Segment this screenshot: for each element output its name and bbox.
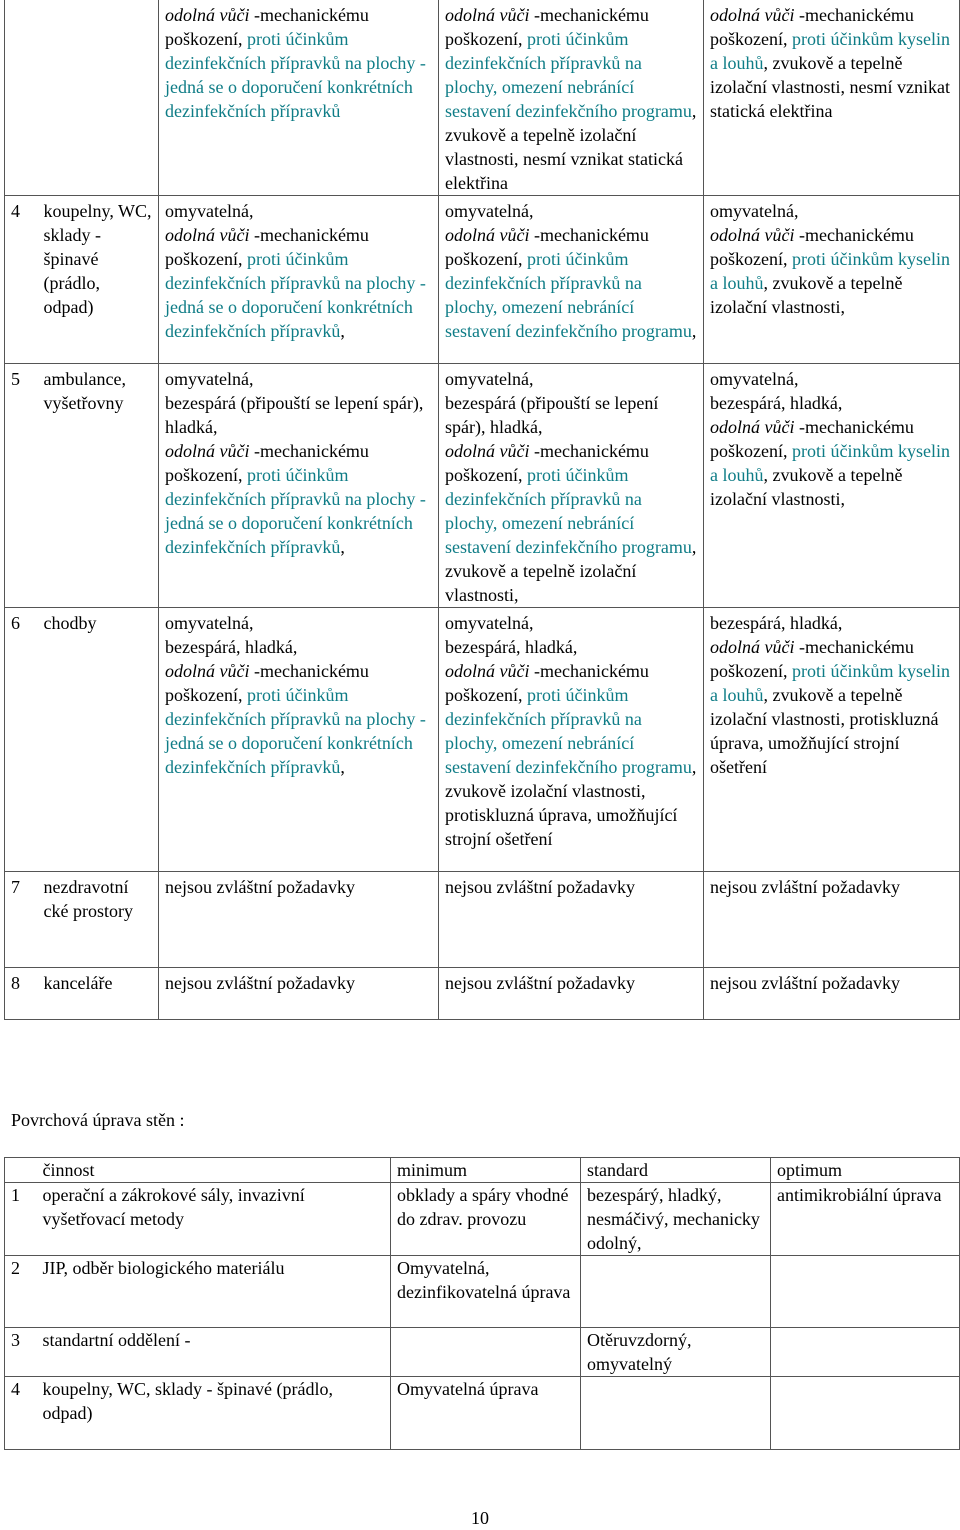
optimum-cell [704, 364, 960, 608]
header-optimum: optimum [771, 1158, 960, 1183]
requirement-text: -mechanickému poškození, [445, 661, 649, 705]
requirement-text: -mechanickému poškození, [165, 225, 369, 269]
requirement-highlight: proti účinkům dezinfekčních přípravků na plochy, omezení nebránící sestavení dezinfekčního programu [445, 249, 692, 341]
minimum-cell [391, 1328, 581, 1377]
requirement-highlight: proti účinkům kyselin a louhů [710, 661, 950, 705]
requirement-text: -mechanickému poškození, [165, 5, 369, 49]
activity-cell: JIP, odběr biologického materiálu [41, 1256, 391, 1328]
requirement-text: , zvukově a tepelně izolační vlastnosti, nesmí vznikat statická elektřina [710, 53, 950, 121]
standard-cell [439, 968, 704, 1020]
table-row [5, 872, 960, 968]
optimum-cell [771, 1377, 960, 1450]
standard-cell [581, 1377, 771, 1450]
requirement-text: bezespárá, hladká, [710, 613, 843, 633]
requirement-text: bezespárá (připouští se lepení spár), hladká, [445, 393, 659, 437]
requirement-emphasis: odolná vůči [445, 225, 530, 245]
requirement-emphasis: odolná vůči [710, 5, 795, 25]
row-number: 1 [5, 1183, 41, 1256]
requirement-highlight: proti účinkům dezinfekčních přípravků na plochy - jedná se o doporučení konkrétních dezinfekčních přípravků [165, 465, 426, 557]
requirement-text: nejsou zvláštní požadavky [710, 877, 900, 897]
optimum-cell: antimikrobiální úprava [771, 1183, 960, 1256]
minimum-cell [159, 872, 439, 968]
row-number: 8 [5, 968, 42, 1020]
optimum-cell [704, 0, 960, 196]
requirement-text: , [691, 321, 697, 341]
requirement-text: nejsou zvláštní požadavky [165, 973, 355, 993]
optimum-cell [771, 1328, 960, 1377]
row-number: 4 [5, 196, 42, 364]
optimum-cell [704, 968, 960, 1020]
requirement-text: , zvukově a tepelně izolační vlastnosti, [445, 537, 697, 605]
row-number [5, 0, 42, 196]
requirement-text: , zvukově a tepelně izolační vlastnosti, nesmí vznikat statická elektřina [445, 101, 697, 193]
row-number: 5 [5, 364, 42, 608]
activity-cell: operační a zákrokové sály, invazivní vyšetřovací metody [41, 1183, 391, 1256]
requirement-emphasis: odolná vůči [165, 5, 250, 25]
minimum-cell: obklady a spáry vhodné do zdrav. provozu [391, 1183, 581, 1256]
table-row [5, 196, 960, 364]
room-type: nezdravotní cké prostory [42, 872, 159, 968]
requirement-text: bezespárá, hladká, [445, 637, 578, 657]
requirement-text: bezespárá (připouští se lepení spár), hladká, [165, 393, 424, 437]
requirement-highlight: proti účinkům kyselin a louhů [710, 29, 950, 73]
page-number: 10 [471, 1508, 489, 1528]
standard-cell: bezespárý, hladký, nesmáčivý, mechanicky odolný, [581, 1183, 771, 1256]
row-number: 2 [5, 1256, 41, 1328]
minimum-cell [159, 364, 439, 608]
requirement-highlight: proti účinkům dezinfekčních přípravků na plochy - jedná se o doporučení konkrétních dezinfekčních přípravků [165, 29, 426, 121]
requirement-text: omyvatelná, [710, 369, 799, 389]
requirement-text: omyvatelná, [710, 201, 799, 221]
header-activity: činnost [41, 1158, 391, 1183]
requirement-text: nejsou zvláštní požadavky [165, 877, 355, 897]
requirement-highlight: proti účinkům dezinfekčních přípravků na plochy, omezení nebránící sestavení dezinfekčního programu [445, 685, 692, 777]
requirement-text: bezespárá, hladká, [710, 393, 843, 413]
table-row [5, 0, 960, 196]
requirement-highlight: proti účinkům dezinfekčních přípravků na plochy, omezení nebránící sestavení dezinfekčního programu [445, 465, 692, 557]
requirement-text: -mechanickému poškození, [710, 225, 914, 269]
requirement-text: , zvukově a tepelně izolační vlastnosti, protiskluzná úprava, umožňující strojní ošetření [710, 685, 939, 777]
requirement-text: , zvukově izolační vlastnosti, protiskluzná úprava, umožňující strojní ošetření [445, 757, 697, 849]
table-row [5, 1183, 960, 1256]
row-number: 3 [5, 1328, 41, 1377]
table-row [5, 1256, 960, 1328]
requirement-text: omyvatelná, [445, 613, 534, 633]
requirement-emphasis: odolná vůči [165, 661, 250, 681]
minimum-cell [159, 608, 439, 872]
optimum-cell [771, 1256, 960, 1328]
requirement-emphasis: odolná vůči [445, 441, 530, 461]
requirement-text: -mechanickému poškození, [445, 225, 649, 269]
requirement-emphasis: odolná vůči [445, 5, 530, 25]
requirement-text: omyvatelná, [445, 369, 534, 389]
row-number: 6 [5, 608, 42, 872]
optimum-cell [704, 872, 960, 968]
requirement-text: nejsou zvláštní požadavky [445, 973, 635, 993]
requirement-highlight: proti účinkům dezinfekčních přípravků na plochy - jedná se o doporučení konkrétních dezinfekčních přípravků [165, 685, 426, 777]
room-type: chodby [42, 608, 159, 872]
standard-cell [439, 608, 704, 872]
minimum-cell: Omyvatelná, dezinfikovatelná úprava [391, 1256, 581, 1328]
requirement-highlight: proti účinkům dezinfekčních přípravků na plochy - jedná se o doporučení konkrétních dezinfekčních přípravků [165, 249, 426, 341]
requirement-text: , zvukově a tepelně izolační vlastnosti, [710, 273, 903, 317]
requirement-text: omyvatelná, [165, 369, 254, 389]
room-type: kanceláře [42, 968, 159, 1020]
standard-cell [581, 1256, 771, 1328]
requirement-text: -mechanickému poškození, [445, 5, 649, 49]
requirement-text: bezespárá, hladká, [165, 637, 298, 657]
requirement-emphasis: odolná vůči [710, 225, 795, 245]
requirement-emphasis: odolná vůči [165, 225, 250, 245]
requirement-text: -mechanickému poškození, [710, 417, 914, 461]
row-number: 7 [5, 872, 42, 968]
requirement-text: omyvatelná, [165, 201, 254, 221]
table-row [5, 364, 960, 608]
minimum-cell [159, 968, 439, 1020]
requirement-text: -mechanickému poškození, [165, 441, 369, 485]
floor-requirements-table [4, 0, 960, 1020]
requirement-emphasis: odolná vůči [710, 417, 795, 437]
standard-cell: Otěruvzdorný, omyvatelný [581, 1328, 771, 1377]
requirement-highlight: proti účinkům kyselin a louhů [710, 441, 950, 485]
row-number: 4 [5, 1377, 41, 1450]
requirement-emphasis: odolná vůči [165, 441, 250, 461]
header-number [5, 1158, 41, 1183]
table-row [5, 968, 960, 1020]
standard-cell [439, 872, 704, 968]
room-type: koupelny, WC, sklady - špinavé (prádlo, odpad) [42, 196, 159, 364]
requirement-text: omyvatelná, [165, 613, 254, 633]
requirement-text: -mechanickému poškození, [165, 661, 369, 705]
header-standard: standard [581, 1158, 771, 1183]
requirement-text: , [340, 757, 345, 777]
requirement-text: , zvukově a tepelně izolační vlastnosti, [710, 465, 903, 509]
optimum-cell [704, 196, 960, 364]
room-type: ambulance, vyšetřovny [42, 364, 159, 608]
requirement-emphasis: odolná vůči [710, 637, 795, 657]
standard-cell [439, 196, 704, 364]
table-row [5, 1377, 960, 1450]
activity-cell: koupelny, WC, sklady - špinavé (prádlo, odpad) [41, 1377, 391, 1450]
requirement-text: omyvatelná, [445, 201, 534, 221]
table-row [5, 608, 960, 872]
requirement-highlight: proti účinkům dezinfekčních přípravků na plochy, omezení nebránící sestavení dezinfekčního programu [445, 29, 692, 121]
requirement-text: , [340, 537, 345, 557]
requirement-text: nejsou zvláštní požadavky [710, 973, 900, 993]
table-row [5, 1328, 960, 1377]
minimum-cell: Omyvatelná úprava [391, 1377, 581, 1450]
minimum-cell [159, 196, 439, 364]
requirement-text: nejsou zvláštní požadavky [445, 877, 635, 897]
requirement-text: -mechanickému poškození, [445, 441, 649, 485]
minimum-cell [159, 0, 439, 196]
standard-cell [439, 0, 704, 196]
activity-cell: standartní oddělení - [41, 1328, 391, 1377]
requirement-text: , [340, 321, 345, 341]
wall-surface-table [4, 1157, 960, 1450]
standard-cell [439, 364, 704, 608]
header-minimum: minimum [391, 1158, 581, 1183]
requirement-text: -mechanickému poškození, [710, 5, 914, 49]
section-title: Povrchová úprava stěn : [11, 1110, 185, 1130]
optimum-cell [704, 608, 960, 872]
table-header-row [5, 1158, 960, 1183]
room-type [42, 0, 159, 196]
requirement-highlight: proti účinkům kyselin a louhů [710, 249, 950, 293]
requirement-text: -mechanickému poškození, [710, 637, 914, 681]
requirement-emphasis: odolná vůči [445, 661, 530, 681]
